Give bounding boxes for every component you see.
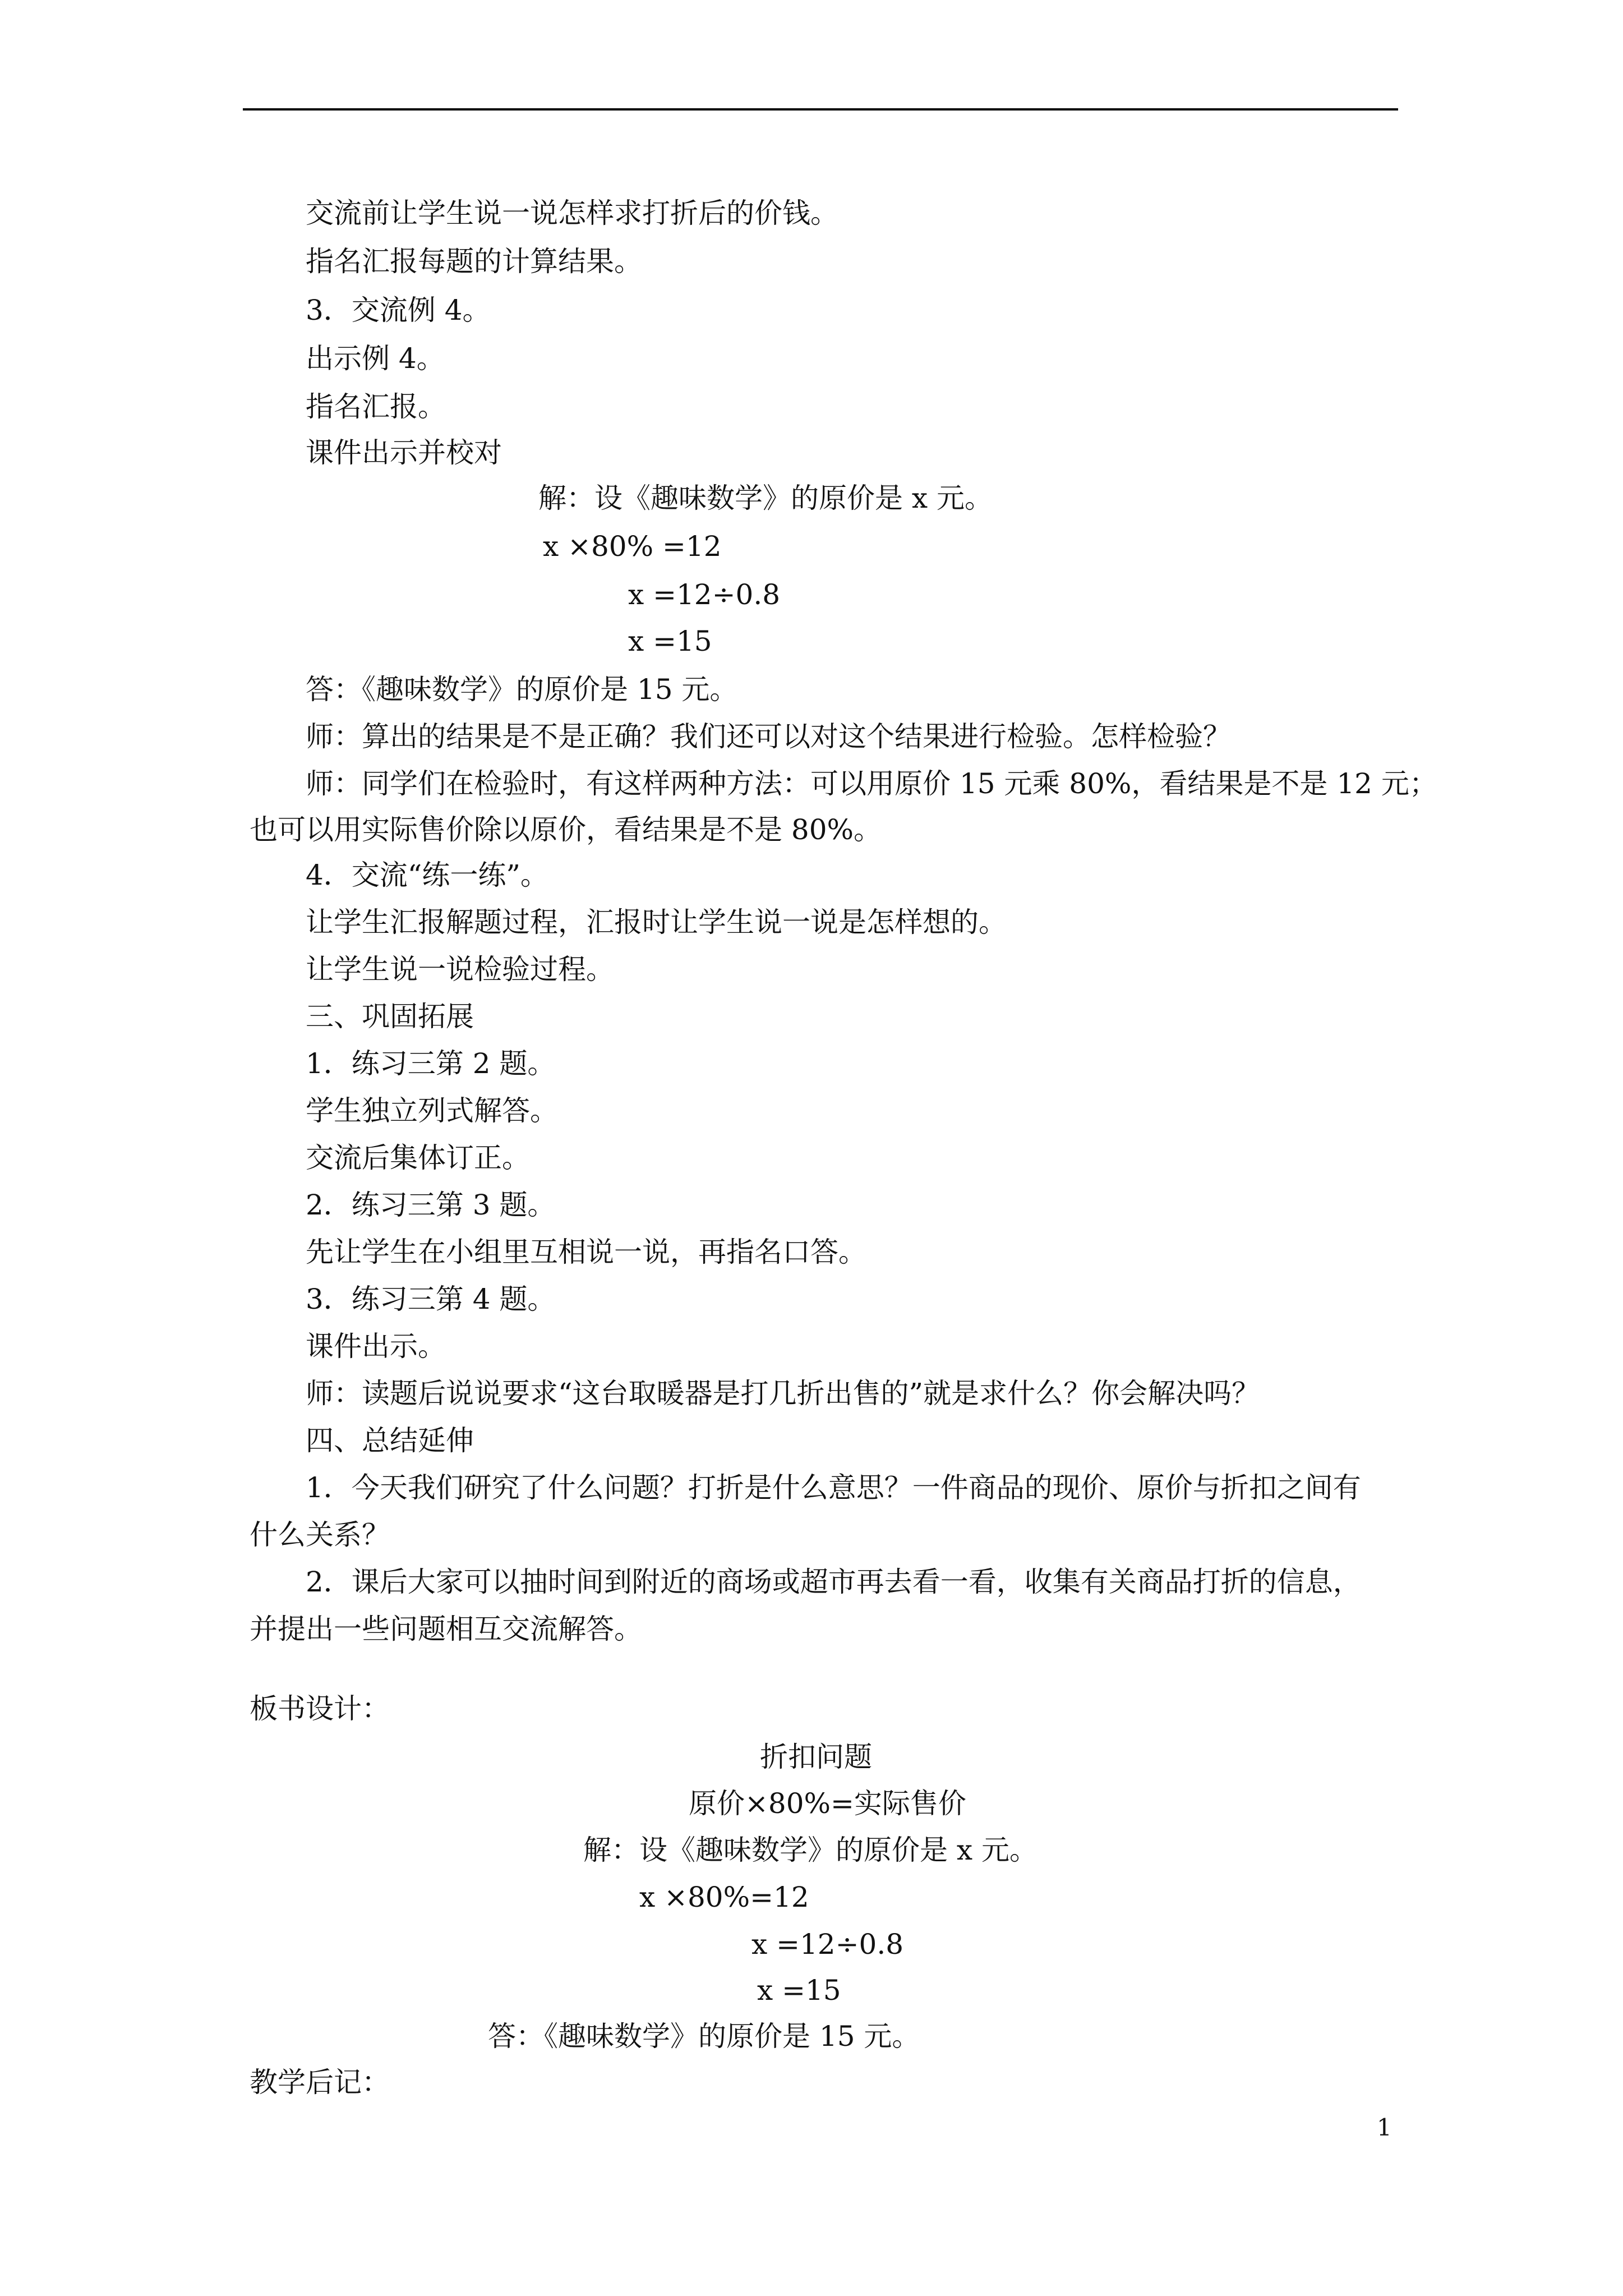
postscript-heading: 教学后记：: [250, 2066, 390, 2099]
text-line: 师：读题后说说要求“这台取暖器是打几折出售的”就是求什么？你会解决吗？: [306, 1377, 1260, 1410]
text-line: 1．今天我们研究了什么问题？打折是什么意思？一件商品的现价、原价与折扣之间有: [306, 1471, 1361, 1504]
equation-line: x =15: [628, 625, 712, 657]
text-line: 4．交流“练一练”。: [306, 859, 548, 891]
text-line: 师：同学们在检验时，有这样两种方法：可以用原价 15 元乘 80%，看结果是不是 12 元；: [306, 767, 1437, 800]
text-line: 并提出一些问题相互交流解答。: [250, 1613, 642, 1645]
board-formula: 原价×80%=实际售价: [689, 1787, 966, 1820]
text-line: 交流前让学生说一说怎样求打折后的价钱。: [306, 197, 838, 229]
text-line: 指名汇报每题的计算结果。: [306, 245, 642, 278]
section-heading: 三、巩固拓展: [306, 1000, 474, 1033]
text-line: 2．练习三第 3 题。: [306, 1189, 556, 1221]
text-line: 3．练习三第 4 题。: [306, 1283, 556, 1315]
text-line: 学生独立列式解答。: [306, 1094, 558, 1127]
equation-line: x =15: [757, 1974, 841, 2007]
equation-line: x =12÷0.8: [751, 1928, 904, 1961]
text-line: 让学生说一说检验过程。: [306, 953, 614, 986]
text-line: 1．练习三第 2 题。: [306, 1047, 556, 1080]
page-number: 1: [1377, 2114, 1392, 2141]
solution-line: 解：设《趣味数学》的原价是 x 元。: [583, 1834, 1038, 1866]
equation-line: x ×80% =12: [543, 530, 722, 563]
text-line: 交流后集体订正。: [306, 1142, 530, 1174]
answer-line: 答：《趣味数学》的原价是 15 元。: [306, 673, 738, 706]
header-rule: [243, 108, 1398, 111]
board-design-heading: 板书设计：: [250, 1692, 390, 1725]
equation-line: x ×80%=12: [639, 1881, 809, 1913]
text-line: 课件出示并校对: [306, 436, 502, 469]
text-line: 先让学生在小组里互相说一说，再指名口答。: [306, 1236, 866, 1268]
text-line: 3．交流例 4。: [306, 294, 491, 326]
solution-line: 解：设《趣味数学》的原价是 x 元。: [538, 482, 993, 514]
text-line: 也可以用实际售价除以原价，看结果是不是 80%。: [250, 813, 882, 846]
answer-line: 答：《趣味数学》的原价是 15 元。: [488, 2020, 920, 2053]
text-line: 师：算出的结果是不是正确？我们还可以对这个结果进行检验。怎样检验？: [306, 720, 1231, 753]
board-title: 折扣问题: [760, 1741, 872, 1773]
section-heading: 四、总结延伸: [306, 1424, 474, 1457]
equation-line: x =12÷0.8: [628, 578, 781, 611]
text-line: 让学生汇报解题过程，汇报时让学生说一说是怎样想的。: [306, 906, 1007, 938]
text-line: 课件出示。: [306, 1330, 446, 1363]
text-line: 2．课后大家可以抽时间到附近的商场或超市再去看一看，收集有关商品打折的信息，: [306, 1566, 1361, 1598]
text-line: 出示例 4。: [306, 342, 445, 375]
text-line: 什么关系？: [250, 1519, 390, 1551]
text-line: 指名汇报。: [306, 390, 446, 423]
